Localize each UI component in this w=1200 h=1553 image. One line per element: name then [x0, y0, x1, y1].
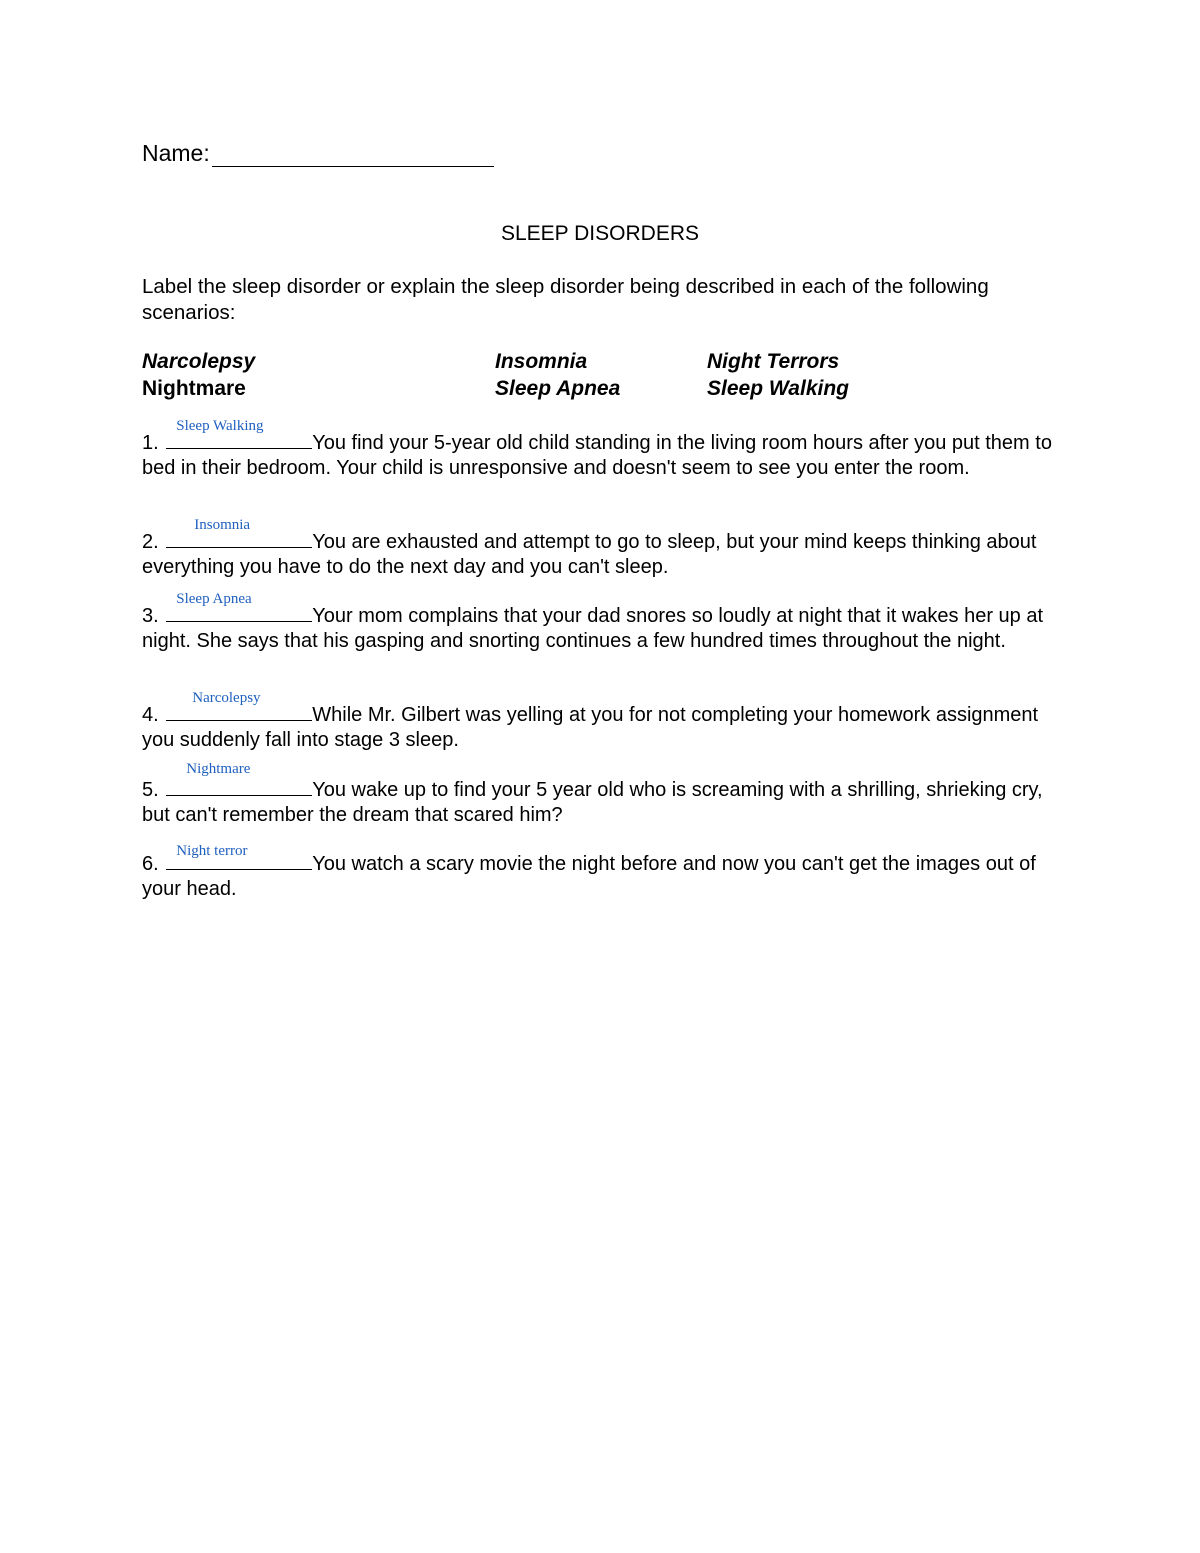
question-number: 2.: [142, 531, 159, 553]
answer-blank[interactable]: [166, 761, 312, 796]
question-number: 4.: [142, 704, 159, 726]
question-3: [142, 591, 1072, 654]
answer-blank[interactable]: [166, 418, 312, 449]
question-number: 1.: [142, 432, 159, 454]
name-underline[interactable]: [212, 144, 494, 167]
word-bank-night-terrors: Night Terrors: [707, 350, 840, 373]
question-text: You watch a scary movie the night before and now you can't get the images out of your head.: [142, 853, 1036, 900]
word-bank-nightmare: Nightmare: [142, 377, 246, 400]
answer-blank[interactable]: [166, 843, 312, 870]
answer-blank[interactable]: [166, 591, 312, 622]
question-text: You find your 5-year old child standing in the living room hours after you put them to bed in their bedroom. Your child is unresponsive and doesn't seem to see you enter the room.: [142, 432, 1052, 479]
handwritten-answer: Narcolepsy: [192, 690, 261, 706]
question-text: You wake up to find your 5 year old who is screaming with a shrilling, shrieking cry, but can't remember the dream that scared him?: [142, 779, 1043, 826]
question-1: [142, 418, 1072, 481]
question-text: While Mr. Gilbert was yelling at you for not completing your homework assignment you suddenly fall into stage 3 sleep.: [142, 704, 1039, 751]
page-title: SLEEP DISORDERS: [500, 222, 699, 245]
word-bank-sleep-apnea: Sleep Apnea: [495, 377, 621, 400]
question-text: You are exhausted and attempt to go to sleep, but your mind keeps thinking about everything you have to do the next day and you can't sleep.: [142, 531, 1037, 578]
question-text: Your mom complains that your dad snores so loudly at night that it wakes her up at night. She says that his gasping and snorting continues a few hundred times throughout the night.: [142, 605, 1044, 652]
question-number: 3.: [142, 605, 159, 627]
answer-blank[interactable]: [166, 517, 312, 548]
word-bank-insomnia: Insomnia: [495, 350, 588, 373]
handwritten-answer: Sleep Apnea: [176, 591, 252, 607]
handwritten-answer: Insomnia: [194, 517, 251, 533]
handwritten-answer: Night terror: [176, 843, 248, 859]
word-bank-sleep-walking: Sleep Walking: [707, 377, 849, 400]
question-number: 6.: [142, 853, 159, 875]
handwritten-answer: Nightmare: [186, 761, 251, 777]
instructions: Label the sleep disorder or explain the sleep disorder being described in each of the following scenarios:: [142, 275, 989, 324]
name-field[interactable]: [142, 140, 494, 167]
question-6: [142, 843, 1072, 902]
question-5: [142, 761, 1072, 828]
name-label: Name:: [142, 140, 210, 166]
question-4: [142, 690, 1072, 753]
word-bank-narcolepsy: Narcolepsy: [142, 350, 256, 373]
handwritten-answer: Sleep Walking: [176, 418, 264, 434]
answer-blank[interactable]: [166, 690, 312, 721]
question-2: [142, 517, 1072, 580]
question-number: 5.: [142, 779, 159, 801]
